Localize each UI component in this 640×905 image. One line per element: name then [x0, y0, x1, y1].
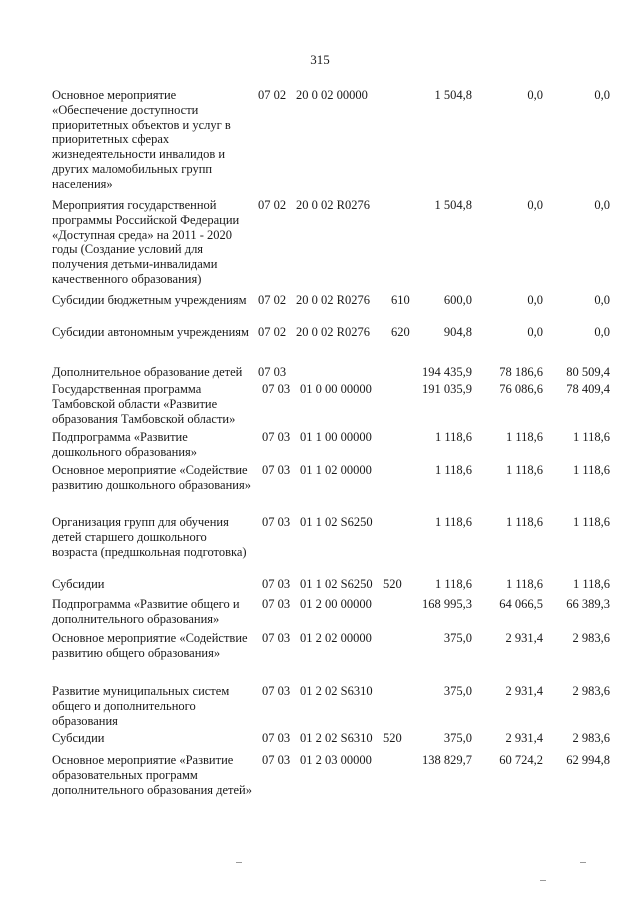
- amount-year-3: 0,0: [594, 325, 610, 339]
- row-name: Подпрограмма «Развитие дошкольного образования»: [52, 430, 198, 459]
- amount-year-3: 0,0: [594, 293, 610, 307]
- amount-year-1: 138 829,7: [422, 753, 472, 767]
- amount-year-1: 168 995,3: [422, 597, 472, 611]
- expense-type-code: 520: [383, 731, 402, 745]
- amount-year-3: 1 118,6: [572, 577, 610, 591]
- scan-mark: [236, 862, 242, 863]
- amount-year-3: 2 983,6: [572, 684, 610, 698]
- amount-year-3: 2 983,6: [572, 631, 610, 645]
- amount-year-1: 1 118,6: [434, 515, 472, 529]
- section-code: 07 03: [262, 430, 291, 444]
- amount-year-1: 1 504,8: [434, 88, 472, 102]
- row-name: Субсидии: [52, 577, 105, 591]
- row-name: Субсидии бюджетным учреждениям: [52, 293, 247, 307]
- row-name: Государственная программа Тамбовской области «Развитие образования Тамбовской области»: [52, 382, 236, 426]
- target-article-code: 20 0 02 R0276: [296, 198, 370, 212]
- amount-year-2: 0,0: [527, 198, 543, 212]
- amount-year-1: 191 035,9: [422, 382, 472, 396]
- row-name: Развитие муниципальных систем общего и дополнительного образования: [52, 684, 230, 728]
- target-article-code: 20 0 02 R0276: [296, 293, 370, 307]
- target-article-code: 01 1 02 00000: [300, 463, 372, 477]
- amount-year-2: 1 118,6: [505, 430, 543, 444]
- section-code: 07 03: [262, 631, 291, 645]
- scan-mark: [540, 880, 546, 881]
- target-article-code: 01 1 02 S6250: [300, 577, 373, 591]
- expense-type-code: 610: [391, 293, 410, 307]
- amount-year-1: 904,8: [443, 325, 472, 339]
- target-article-code: 20 0 02 00000: [296, 88, 368, 102]
- amount-year-1: 1 504,8: [434, 198, 472, 212]
- amount-year-1: 375,0: [443, 731, 472, 745]
- amount-year-1: 375,0: [443, 631, 472, 645]
- amount-year-2: 76 086,6: [499, 382, 543, 396]
- amount-year-2: 0,0: [527, 293, 543, 307]
- section-code: 07 03: [262, 515, 291, 529]
- section-code: 07 02: [258, 88, 287, 102]
- amount-year-2: 2 931,4: [505, 684, 543, 698]
- row-name: Подпрограмма «Развитие общего и дополнительного образования»: [52, 597, 240, 626]
- amount-year-2: 78 186,6: [499, 365, 543, 379]
- row-name: Основное мероприятие «Развитие образовательных программ дополнительного образования детей»: [52, 753, 252, 797]
- amount-year-3: 1 118,6: [572, 515, 610, 529]
- section-code: 07 03: [262, 684, 291, 698]
- amount-year-2: 1 118,6: [505, 515, 543, 529]
- target-article-code: 01 2 02 00000: [300, 631, 372, 645]
- section-code: 07 02: [258, 198, 287, 212]
- amount-year-3: 80 509,4: [566, 365, 610, 379]
- target-article-code: 20 0 02 R0276: [296, 325, 370, 339]
- amount-year-3: 66 389,3: [566, 597, 610, 611]
- amount-year-1: 375,0: [443, 684, 472, 698]
- page-number: 315: [310, 52, 330, 67]
- row-name: Субсидии автономным учреждениям: [52, 325, 249, 339]
- section-code: 07 03: [262, 577, 291, 591]
- amount-year-3: 0,0: [594, 198, 610, 212]
- row-name: Основное мероприятие «Обеспечение доступности приоритетных объектов и услуг в приоритетных сферах жизнедеятельности инвалидов и других маломобильных групп населения»: [52, 88, 231, 191]
- amount-year-3: 62 994,8: [566, 753, 610, 767]
- section-code: 07 02: [258, 325, 287, 339]
- target-article-code: 01 2 00 00000: [300, 597, 372, 611]
- row-name: Основное мероприятие «Содействие развитию дошкольного образования»: [52, 463, 251, 492]
- row-name: Мероприятия государственной программы Российской Федерации «Доступная среда» на 2011 - 2020 годы (Создание условий для получения детьми-инвалидами качественного образования): [52, 198, 240, 286]
- amount-year-2: 1 118,6: [505, 577, 543, 591]
- section-code: 07 02: [258, 293, 287, 307]
- amount-year-3: 1 118,6: [572, 430, 610, 444]
- target-article-code: 01 1 02 S6250: [300, 515, 373, 529]
- amount-year-1: 194 435,9: [422, 365, 472, 379]
- section-code: 07 03: [262, 731, 291, 745]
- target-article-code: 01 2 02 S6310: [300, 731, 373, 745]
- row-name: Организация групп для обучения детей старшего дошкольного возраста (предшкольная подготовка): [52, 515, 247, 559]
- amount-year-2: 1 118,6: [505, 463, 543, 477]
- section-code: 07 03: [262, 463, 291, 477]
- amount-year-2: 0,0: [527, 325, 543, 339]
- target-article-code: 01 1 00 00000: [300, 430, 372, 444]
- amount-year-2: 60 724,2: [499, 753, 543, 767]
- amount-year-2: 0,0: [527, 88, 543, 102]
- amount-year-2: 64 066,5: [499, 597, 543, 611]
- row-name: Дополнительное образование детей: [52, 365, 243, 379]
- amount-year-3: 0,0: [594, 88, 610, 102]
- row-name: Основное мероприятие «Содействие развитию общего образования»: [52, 631, 248, 660]
- scan-mark: [580, 862, 586, 863]
- expense-type-code: 620: [391, 325, 410, 339]
- row-name: Субсидии: [52, 731, 105, 745]
- amount-year-2: 2 931,4: [505, 731, 543, 745]
- amount-year-1: 1 118,6: [434, 577, 472, 591]
- amount-year-1: 600,0: [443, 293, 472, 307]
- amount-year-2: 2 931,4: [505, 631, 543, 645]
- amount-year-1: 1 118,6: [434, 463, 472, 477]
- section-code: 07 03: [262, 753, 291, 767]
- target-article-code: 01 2 03 00000: [300, 753, 372, 767]
- expense-type-code: 520: [383, 577, 402, 591]
- amount-year-1: 1 118,6: [434, 430, 472, 444]
- section-code: 07 03: [262, 382, 291, 396]
- amount-year-3: 1 118,6: [572, 463, 610, 477]
- section-code: 07 03: [262, 597, 291, 611]
- amount-year-3: 78 409,4: [566, 382, 610, 396]
- section-code: 07 03: [258, 365, 287, 379]
- target-article-code: 01 2 02 S6310: [300, 684, 373, 698]
- target-article-code: 01 0 00 00000: [300, 382, 372, 396]
- amount-year-3: 2 983,6: [572, 731, 610, 745]
